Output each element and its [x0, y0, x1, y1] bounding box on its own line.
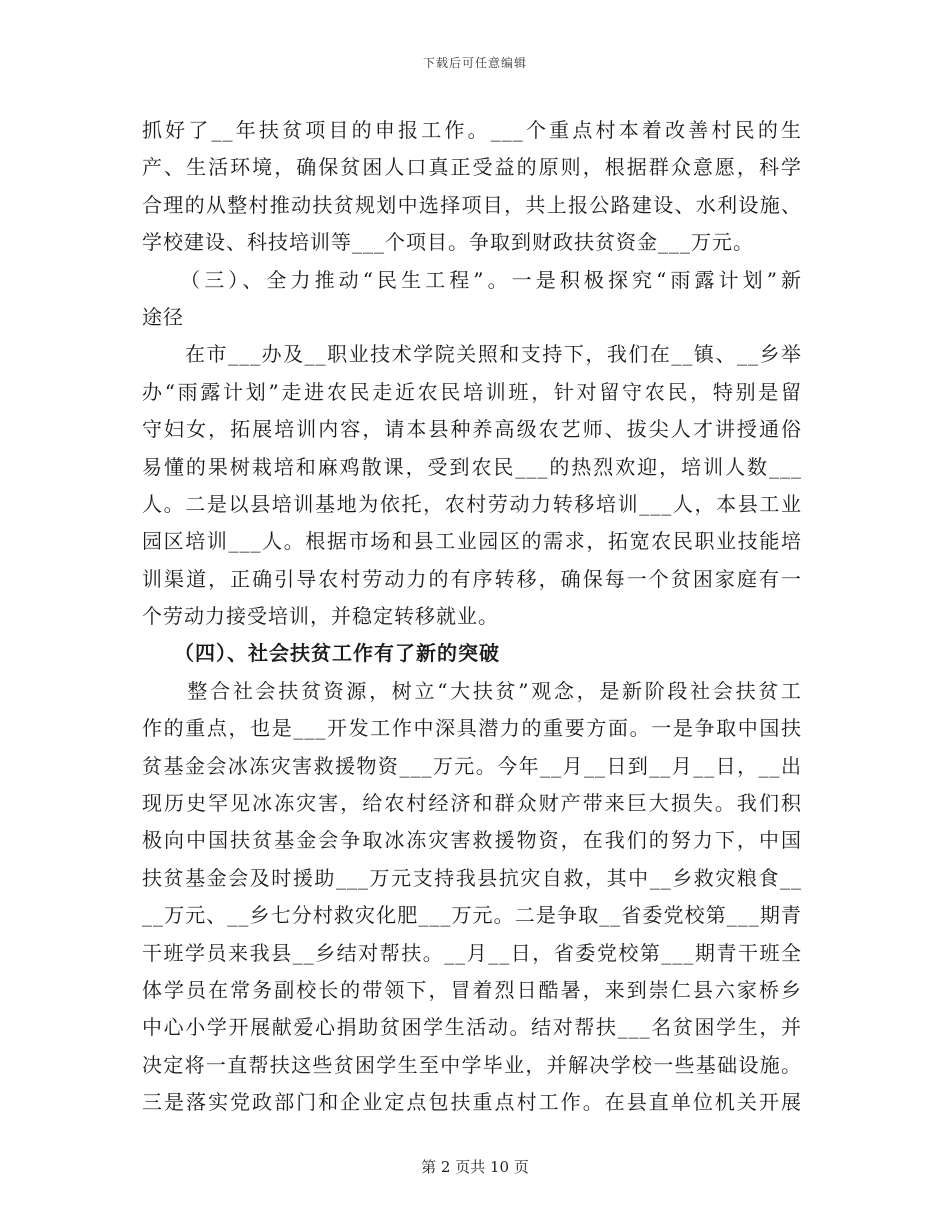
section-heading-line: （四）、社会扶贫工作有了新的突破 — [142, 641, 500, 666]
paragraph-line: 体学员在常务副校长的带领下，冒着烈日酷暑，来到崇仁县六家桥乡 — [142, 977, 802, 1002]
paragraph-line: 中心小学开展献爱心捐助贫困学生活动。结对帮扶___名贫困学生，并 — [142, 1015, 802, 1040]
paragraph-line: 学校建设、科技培训等___个项目。争取到财政扶贫资金___万元。 — [142, 230, 754, 255]
document-body — [142, 112, 802, 1122]
paragraph-line: 现历史罕见冰冻灾害，给农村经济和群众财产带来巨大损失。我们积 — [142, 791, 802, 816]
paragraph-line: __万元、__乡七分村救灾化肥___万元。二是争取__省委党校第___期青 — [142, 903, 802, 928]
paragraph-line: 园区培训___人。根据市场和县工业园区的需求，拓宽农民职业技能培 — [142, 529, 802, 554]
paragraph-line: 易懂的果树栽培和麻鸡散课，受到农民___的热烈欢迎，培训人数___ — [142, 454, 802, 479]
paragraph-line: 贫基金会冰冻灾害救援物资___万元。今年__月__日到__月__日，__出 — [142, 753, 802, 778]
paragraph-line: 极向中国扶贫基金会争取冰冻灾害救援物资，在我们的努力下，中国 — [142, 828, 802, 853]
paragraph-line: 守妇女，拓展培训内容，请本县种养高级农艺师、拔尖人才讲授通俗 — [142, 417, 802, 442]
paragraph-line: 三是落实党政部门和企业定点包扶重点村工作。在县直单位机关开展 — [142, 1090, 802, 1115]
page-number: 第 2 页共 10 页 — [421, 1158, 529, 1176]
paragraph-line: 抓好了__年扶贫项目的申报工作。___个重点村本着改善村民的生 — [142, 118, 802, 142]
paragraph-line: 作的重点，也是___开发工作中深具潜力的重要方面。一是争取中国扶 — [142, 716, 802, 741]
paragraph-line: 决定将一直帮扶这些贫困学生至中学毕业，并解决学校一些基础设施。 — [142, 1052, 802, 1077]
paragraph-line: 合理的从整村推动扶贫规划中选择项目，共上报公路建设、水利设施、 — [142, 192, 802, 217]
paragraph-line: 干班学员来我县__乡结对帮扶。__月__日，省委党校第___期青干班全 — [142, 940, 802, 965]
paragraph-line: 途径 — [142, 304, 184, 329]
paragraph-line: 在市___办及__职业技术学院关照和支持下，我们在__镇、__乡举 — [142, 342, 802, 367]
page-header: 下载后可任意编辑 — [422, 56, 527, 70]
paragraph-line: 办“雨露计划”走进农民走近农民培训班，针对留守农民，特别是留 — [142, 379, 802, 404]
paragraph-line: 整合社会扶贫资源，树立“大扶贫”观念，是新阶段社会扶贫工 — [142, 678, 802, 703]
paragraph-line: 训渠道，正确引导农村劳动力的有序转移，确保每一个贫困家庭有一 — [142, 566, 802, 591]
paragraph-line: 产、生活环境，确保贫困人口真正受益的原则，根据群众意愿，科学 — [142, 155, 802, 180]
paragraph-line: 人。二是以县培训基地为依托，农村劳动力转移培训___人，本县工业 — [142, 491, 802, 516]
paragraph-line: 扶贫基金会及时援助___万元支持我县抗灾自救，其中__乡救灾粮食__ — [142, 865, 802, 890]
paragraph-line: （三）、全力推动“民生工程”。一是积极探究“雨露计划”新 — [142, 267, 802, 292]
paragraph-line: 个劳动力接受培训，并稳定转移就业。 — [142, 604, 499, 629]
